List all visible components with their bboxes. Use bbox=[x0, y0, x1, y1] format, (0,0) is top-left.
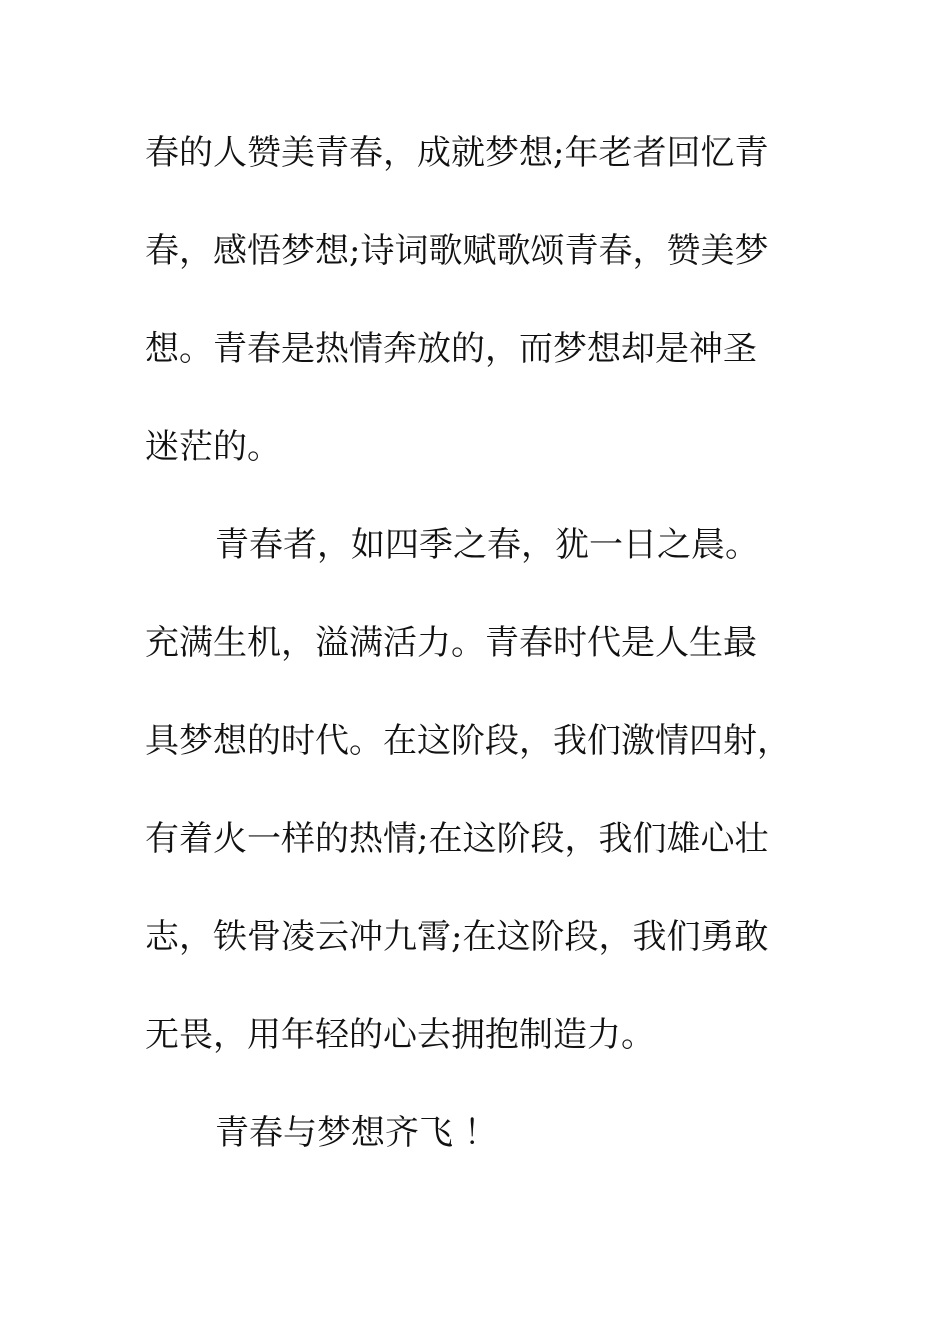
paragraph-line: 春的人赞美青春，成就梦想;年老者回忆青 bbox=[145, 133, 769, 173]
document-body bbox=[145, 120, 825, 1198]
paragraph-line: 想。青春是热情奔放的，而梦想却是神圣 bbox=[145, 329, 757, 369]
closing-line: 青春与梦想齐飞 ！ bbox=[215, 1113, 498, 1153]
paragraph-line: 无畏，用年轻的心去拥抱制造力。 bbox=[145, 1015, 655, 1055]
paragraph-line: 充满生机，溢满活力。青春时代是人生最 bbox=[145, 623, 757, 663]
paragraph-line: 具梦想的时代。在这阶段，我们激情四射， bbox=[145, 721, 791, 761]
paragraph-line: 志，铁骨凌云冲九霄;在这阶段，我们勇敢 bbox=[145, 917, 769, 957]
paragraph-line: 春，感悟梦想;诗词歌赋歌颂青春，赞美梦 bbox=[145, 231, 769, 271]
paragraph-line: 有着火一样的热情;在这阶段，我们雄心壮 bbox=[145, 819, 769, 859]
paragraph-line: 青春者，如四季之春，犹一日之晨。 bbox=[215, 525, 759, 565]
paragraph-line: 迷茫的。 bbox=[145, 427, 281, 467]
